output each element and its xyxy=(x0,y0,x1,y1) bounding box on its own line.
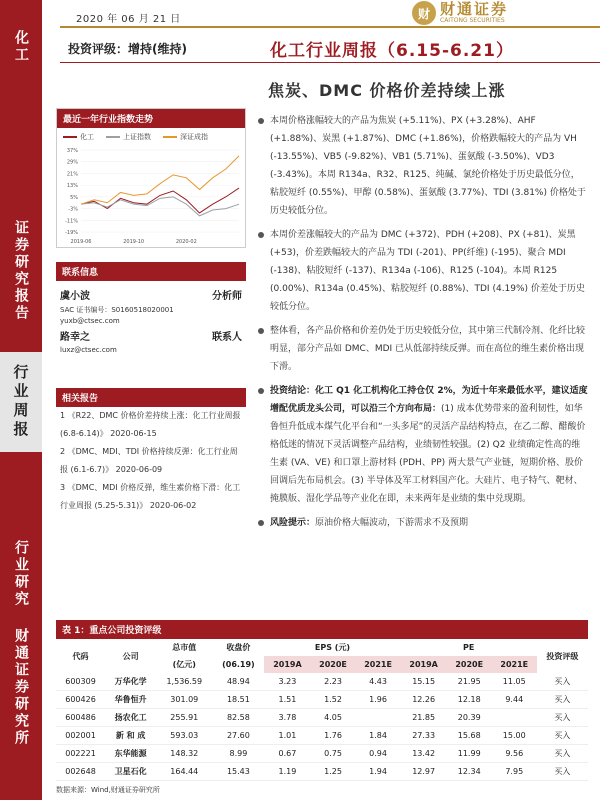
logo-mark-icon: 财 xyxy=(412,1,436,25)
table-cell: 82.58 xyxy=(212,709,264,727)
table-cell: 4.05 xyxy=(311,709,356,727)
table-cell: 48.94 xyxy=(212,673,264,691)
table-cell: 600426 xyxy=(56,691,105,709)
table-cell: 1.01 xyxy=(264,727,310,745)
investment-rating: 投资评级：增持(维持) xyxy=(68,42,187,56)
paragraph-spread: 本周价差涨幅较大的产品为 DMC (+372)、PDH (+208)、PX (+81)、炭黑 (+53)，价差跌幅较大的产品为 TDI (-201)、PP(纤维) (-195)、聚合 MDI (-138)、粘胶短纤 (-137)、R134a (-106)、R125 (-104)。本周 R125 (0.00%)、R134a (0.45%)、粘胶短纤 (0.88%)、TDI (4.19%) 价差处于历史较低分位。 xyxy=(258,226,588,316)
table-cell: 0.94 xyxy=(356,745,401,763)
contact-title: 联系信息 xyxy=(56,262,246,281)
table-cell: 华鲁恒升 xyxy=(105,691,156,709)
table-cell: 21.95 xyxy=(447,673,492,691)
table-cell: 9.56 xyxy=(492,745,537,763)
table-row xyxy=(56,709,588,727)
table-cell: 1.19 xyxy=(264,763,310,781)
table-cell: 1.76 xyxy=(311,727,356,745)
contact-role: 联系人 xyxy=(212,332,242,343)
company-logo xyxy=(412,0,562,26)
th-year: 2021E xyxy=(356,656,401,673)
sidebar xyxy=(0,0,42,800)
table-cell: 15.68 xyxy=(447,727,492,745)
y-tick-label: -19% xyxy=(65,230,78,236)
table-source: 数据来源：Wind,财通证券研究所 xyxy=(56,786,160,794)
legend-item-sz: 深证成指 xyxy=(163,132,208,142)
sidebar-bottom-label: 财通证券研究所 xyxy=(13,628,29,747)
table-row xyxy=(56,745,588,763)
table-cell: 8.99 xyxy=(212,745,264,763)
table-cell: 12.18 xyxy=(447,691,492,709)
table-cell: 买入 xyxy=(537,691,588,709)
table-cell: 买入 xyxy=(537,745,588,763)
table-cell: 11.99 xyxy=(447,745,492,763)
table-cell: 1.96 xyxy=(356,691,401,709)
th-year: 2019A xyxy=(264,656,310,673)
report-title: 化工行业周报（6.15-6.21） xyxy=(270,41,514,61)
related-title: 相关报告 xyxy=(56,388,246,407)
table-cell: 600486 xyxy=(56,709,105,727)
table-cell: 扬农化工 xyxy=(105,709,156,727)
series-line-1 xyxy=(81,197,239,216)
contact-email[interactable]: luxz@ctsec.com xyxy=(60,346,117,354)
y-tick-label: 29% xyxy=(66,159,78,166)
y-tick-label: 21% xyxy=(66,171,78,178)
table-cell: 新 和 成 xyxy=(105,727,156,745)
index-trend-chart xyxy=(57,146,245,246)
table-cell: 7.95 xyxy=(492,763,537,781)
paragraph-conclusion: 投资结论：化工 Q1 化工机构化工持仓仅 2%，为近十年来最低水平，建议适度增配优质龙头公司，可以沿三个方向布局：(1) 成本优势带来的盈利韧性，如华鲁恒升低成本煤气化平台和“一头多尾”的灵活产品结构特点，在乙二醇、醋酸价格低迷的情况下灵活调整产品结构，业绩韧性较强。(2) Q2 业绩确定性高的维生素 (VA、VE) 和口罩上游材料 (PDH、PP) 两大景气产业链，短期价格、股价回调后先布局机会。(3) 半导体及军工材料国产化。大硅片、电子特气、靶材、掩膜版、湿化学品等产业化在即，未来两年是业绩的集中兑现期。 xyxy=(258,382,588,508)
table-cell: 3.78 xyxy=(264,709,310,727)
th-company: 公司 xyxy=(122,651,139,661)
report-date: 2020 年 06 月 21 日 xyxy=(76,14,181,25)
table-cell: 买入 xyxy=(537,763,588,781)
series-line-0 xyxy=(81,188,239,213)
table-cell: 4.43 xyxy=(356,673,401,691)
related-item[interactable]: 3 《DMC、MDI 价格反弹，维生素价格下滑：化工行业周报 (5.25-5.31)》 2020-06-02 xyxy=(60,483,241,510)
th-mcap: 总市值 xyxy=(172,643,197,652)
table-title: 表 1：重点公司投资评级 xyxy=(56,620,588,639)
table-cell: 002001 xyxy=(56,727,105,745)
sidebar-light-label: 行业周报 xyxy=(0,352,42,452)
analyst-email[interactable]: yuxb@ctsec.com xyxy=(60,317,120,325)
x-tick-label: 2019-06 xyxy=(70,239,92,245)
table-cell: 20.39 xyxy=(447,709,492,727)
table-cell: 1.25 xyxy=(311,763,356,781)
th-year: 2021E xyxy=(492,656,537,673)
table-row xyxy=(56,691,588,709)
table-cell: 164.44 xyxy=(156,763,212,781)
table-cell: 买入 xyxy=(537,673,588,691)
table-cell: 买入 xyxy=(537,727,588,745)
table-row xyxy=(56,673,588,691)
sidebar-mid-label: 证券研究报告 xyxy=(13,220,29,322)
table-cell: 301.09 xyxy=(156,691,212,709)
th-close: 收盘价 xyxy=(226,643,251,652)
x-tick-label: 2020-02 xyxy=(175,239,197,245)
th-pe: PE xyxy=(463,643,475,652)
table-cell: 15.00 xyxy=(492,727,537,745)
table-cell: 9.44 xyxy=(492,691,537,709)
table-cell: 255.91 xyxy=(156,709,212,727)
th-code: 代码 xyxy=(72,651,89,661)
y-tick-label: 13% xyxy=(66,183,78,190)
table-cell: 12.34 xyxy=(447,763,492,781)
report-subtitle: 焦炭、DMC 价格价差持续上涨 xyxy=(268,81,506,100)
paragraph-overall: 整体看，各产品价格和价差仍处于历史较低分位，其中第三代制冷剂、化纤比较明显，部分产品如 DMC、MDI 已从低部持续反弹。而在高位的维生素价格出现下滑。 xyxy=(258,322,588,376)
table-cell: 1.51 xyxy=(264,691,310,709)
table-cell xyxy=(356,709,401,727)
table-row xyxy=(56,727,588,745)
table-cell: 13.42 xyxy=(401,745,447,763)
table-cell: 148.32 xyxy=(156,745,212,763)
logo-cn: 财通证券 xyxy=(440,0,509,18)
sidebar-top-label: 化工 xyxy=(13,30,29,64)
title-divider xyxy=(60,62,600,63)
table-cell: 1.52 xyxy=(311,691,356,709)
related-reports xyxy=(56,388,246,515)
header-divider xyxy=(60,26,600,28)
analyst-name: 虞小波 xyxy=(60,291,90,302)
table-cell: 1.94 xyxy=(356,763,401,781)
related-item[interactable]: 2 《DMC、MDI、TDI 价格持续反弹：化工行业周报 (6.1-6.7)》 2020-06-09 xyxy=(60,447,238,474)
table-cell: 2.23 xyxy=(311,673,356,691)
table-cell: 1,536.59 xyxy=(156,673,212,691)
y-tick-label: -3% xyxy=(68,206,78,213)
th-year: 2020E xyxy=(447,656,492,673)
analyst-sac: SAC 证书编号：S0160518020001 xyxy=(60,306,174,314)
table-row xyxy=(56,763,588,781)
table-cell: 593.03 xyxy=(156,727,212,745)
table-cell: 11.05 xyxy=(492,673,537,691)
key-company-table xyxy=(56,620,588,795)
related-item[interactable]: 1 《R22、DMC 价格价差持续上涨：化工行业周报 (6.8-6.14)》 2020-06-15 xyxy=(60,411,241,438)
analyst-role: 分析师 xyxy=(212,291,242,302)
y-tick-label: 5% xyxy=(70,194,78,201)
chart-legend xyxy=(57,128,245,146)
chart-box-title: 最近一年行业指数走势 xyxy=(57,109,245,128)
index-trend-box xyxy=(56,108,246,248)
logo-en: CAITONG SECURITIES xyxy=(440,17,505,24)
paragraph-price: 本周价格涨幅较大的产品为焦炭 (+5.11%)、PX (+3.28%)、AHF (+1.88%)、炭黑 (+1.87%)、DMC (+1.86%)，价格跌幅较大的产品为 VH (-13.55%)、VB5 (-9.82%)、VB1 (5.71%)、蛋氨酸 (-3.50%)、VD3 (-3.43%)。本周 R134a、R32、R125、纯碱、氯纶价格处于历史最低分位，粘胶短纤 (0.55%)、甲醇 (0.58%)、蛋氨酸 (3.77%)、TDI (3.81%) 价格处于历史较低分位。 xyxy=(258,112,588,220)
contact-name: 路幸之 xyxy=(60,332,90,343)
th-eps: EPS (元) xyxy=(314,643,351,652)
th-mcap-unit: (亿元) xyxy=(172,660,196,669)
y-tick-label: -11% xyxy=(65,218,78,225)
sidebar-lower-label: 行业研究 xyxy=(13,540,29,608)
table-cell: 15.15 xyxy=(401,673,447,691)
table-cell: 0.75 xyxy=(311,745,356,763)
report-body xyxy=(258,112,588,538)
y-tick-label: 37% xyxy=(66,148,78,154)
table-cell xyxy=(492,709,537,727)
table-cell: 27.33 xyxy=(401,727,447,745)
th-rating: 投资评级 xyxy=(546,651,579,661)
th-year: 2020E xyxy=(311,656,356,673)
paragraph-risk: 风险提示：原油价格大幅波动，下游需求不及预期 xyxy=(258,514,588,532)
table-cell: 002648 xyxy=(56,763,105,781)
table-cell: 27.60 xyxy=(212,727,264,745)
table-cell: 600309 xyxy=(56,673,105,691)
th-close-date: (06.19) xyxy=(222,660,255,669)
table-cell: 买入 xyxy=(537,709,588,727)
table-cell: 12.26 xyxy=(401,691,447,709)
table-cell: 12.97 xyxy=(401,763,447,781)
table-cell: 18.51 xyxy=(212,691,264,709)
table-cell: 002221 xyxy=(56,745,105,763)
legend-item-sh: 上证指数 xyxy=(106,132,151,142)
x-tick-label: 2019-10 xyxy=(123,239,145,245)
table-cell: 1.84 xyxy=(356,727,401,745)
table-cell: 0.67 xyxy=(264,745,310,763)
table-cell: 万华化学 xyxy=(105,673,156,691)
table-cell: 21.85 xyxy=(401,709,447,727)
table-cell: 东华能源 xyxy=(105,745,156,763)
table-cell: 3.23 xyxy=(264,673,310,691)
contact-info xyxy=(56,262,246,355)
table-cell: 15.43 xyxy=(212,763,264,781)
th-year: 2019A xyxy=(401,656,447,673)
table-cell: 卫星石化 xyxy=(105,763,156,781)
legend-item-chem: 化工 xyxy=(63,132,94,142)
